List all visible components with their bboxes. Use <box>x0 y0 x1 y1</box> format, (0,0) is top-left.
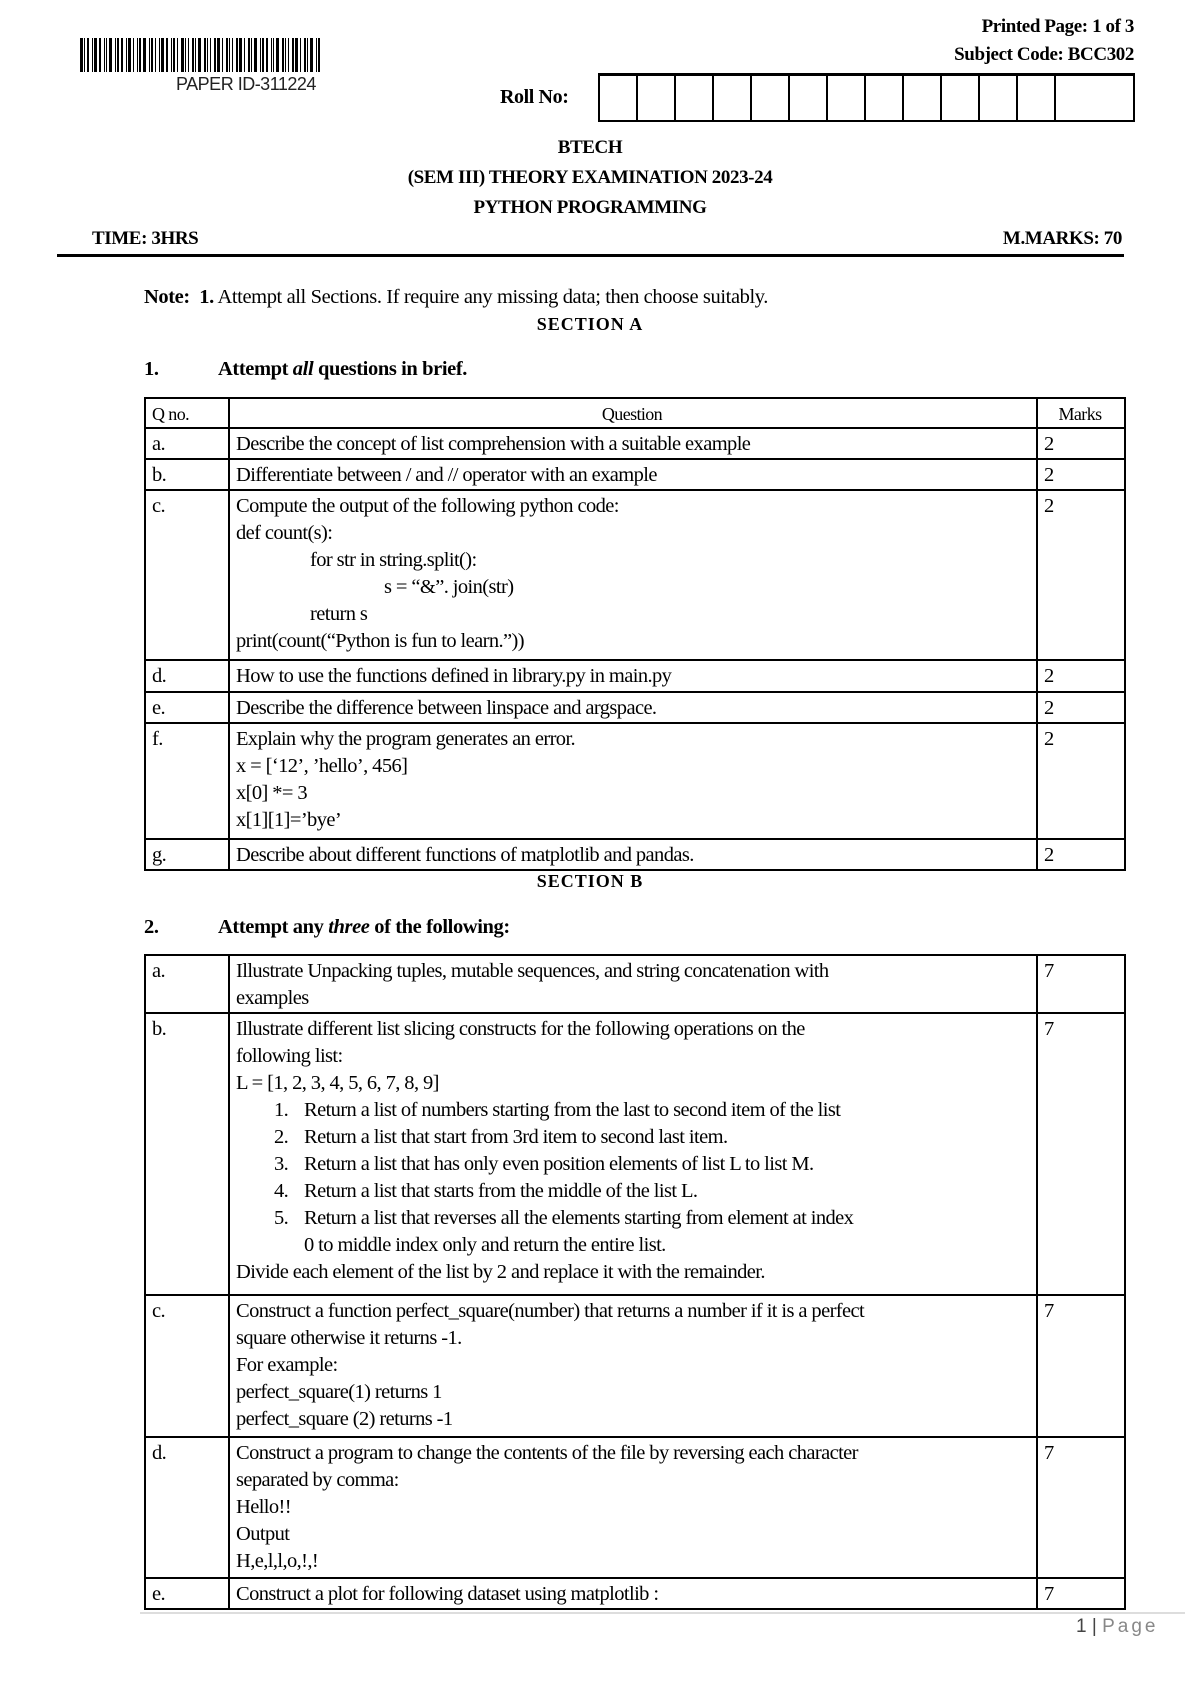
marks: 2 <box>1037 428 1125 459</box>
col-header-question: Question <box>229 398 1037 428</box>
question-number: f. <box>145 723 229 839</box>
list-item-text: Return a list that starts from the middle of the list L. <box>304 1180 698 1202</box>
roll-no-cell[interactable] <box>600 76 638 120</box>
col-header-marks: Marks <box>1037 398 1125 428</box>
list-item-number: 4. <box>274 1180 289 1202</box>
barcode-bar <box>288 38 289 72</box>
barcode-bar <box>248 38 250 72</box>
table-row <box>145 1295 1125 1437</box>
question-line: x[1][1]=’bye’ <box>236 809 342 831</box>
question-line: Construct a function perfect_square(number) that returns a number if it is a perfect <box>236 1300 865 1322</box>
roll-no-cell[interactable] <box>790 76 828 120</box>
question-line: perfect_square(1) returns 1 <box>236 1381 442 1403</box>
barcode-bar <box>92 38 93 72</box>
roll-no-cell[interactable] <box>866 76 904 120</box>
barcode-bar <box>109 38 112 72</box>
roll-no-cell[interactable] <box>980 76 1018 120</box>
barcode-bar <box>133 38 134 72</box>
table-row <box>145 692 1125 723</box>
instruction-text: questions in brief. <box>313 358 467 380</box>
time-label: TIME: 3HRS <box>92 228 199 249</box>
question-text <box>229 1013 1037 1295</box>
barcode-bar <box>177 38 178 72</box>
barcode-bar <box>121 38 123 72</box>
question-line: Explain why the program generates an error. <box>236 728 576 750</box>
barcode-bar <box>307 38 308 72</box>
marks: 7 <box>1037 1437 1125 1578</box>
table-row <box>145 723 1125 839</box>
barcode-bar <box>166 38 168 72</box>
question-text <box>229 660 1037 692</box>
question-line: Divide each element of the list by 2 and replace it with the remainder. <box>236 1261 765 1283</box>
marks: 7 <box>1037 1578 1125 1609</box>
barcode-bar <box>232 38 233 72</box>
barcode-bar <box>210 38 211 72</box>
barcode-bar <box>273 38 274 72</box>
list-item-text: Return a list that has only even position elements of list L to list M. <box>304 1153 814 1175</box>
barcode-bar <box>204 38 206 72</box>
barcode-bar <box>151 38 153 72</box>
question-number: d. <box>145 660 229 692</box>
barcode-bar <box>159 38 160 72</box>
list-item <box>236 1178 1028 1205</box>
footer-separator: | <box>1091 1616 1097 1637</box>
barcode-bar <box>143 38 146 72</box>
barcode-bar <box>276 38 279 72</box>
list-item-text: Return a list of numbers starting from the last to second item of the list <box>304 1099 841 1121</box>
question-line: Describe the difference between linspace and argspace. <box>236 697 657 719</box>
barcode-bar <box>239 38 242 72</box>
barcode-bar <box>104 38 105 72</box>
question-text <box>229 839 1037 870</box>
barcode-bar <box>173 38 175 72</box>
question-number: e. <box>145 692 229 723</box>
list-item <box>236 1097 1028 1124</box>
question-text <box>229 459 1037 490</box>
exam-title: (SEM III) THEORY EXAMINATION 2023-24 <box>407 167 773 188</box>
list-item-text: Return a list that reverses all the elements starting from element at index <box>304 1207 854 1229</box>
marks: 2 <box>1037 490 1125 660</box>
barcode-bar <box>266 38 268 72</box>
barcode-bar <box>217 38 220 72</box>
page-label: Page <box>1102 1616 1159 1637</box>
question-line: x = [‘12’, ’hello’, 456] <box>236 755 408 777</box>
section-a-title: SECTION A <box>536 314 644 334</box>
list-item <box>236 1205 1028 1232</box>
barcode-bar <box>295 38 298 72</box>
barcode-bar <box>171 38 172 72</box>
table-header-row <box>145 398 1125 428</box>
barcode-bar <box>214 38 216 72</box>
barcode-bar <box>106 38 107 72</box>
question-text <box>229 428 1037 459</box>
marks: 2 <box>1037 660 1125 692</box>
note-text: Attempt all Sections. If require any missing data; then choose suitably. <box>217 286 769 308</box>
marks: 7 <box>1037 955 1125 1013</box>
subject-code: Subject Code: BCC302 <box>954 44 1134 65</box>
barcode-bar <box>155 38 156 72</box>
note-label: Note: <box>144 286 190 308</box>
instruction-emphasis: three <box>328 916 370 938</box>
marks: 7 <box>1037 1295 1125 1437</box>
section-b-table <box>144 954 1126 1610</box>
list-item-number: 2. <box>274 1126 289 1148</box>
question-number: a. <box>145 955 229 1013</box>
question-line: def count(s): <box>236 522 333 544</box>
barcode-bar <box>285 38 286 72</box>
question-number: a. <box>145 428 229 459</box>
list-item <box>236 1124 1028 1151</box>
question-line: Illustrate Unpacking tuples, mutable sequences, and string concatenation with <box>236 960 829 982</box>
question-number: c. <box>145 490 229 660</box>
question-line: H,e,l,l,o,!,! <box>236 1550 319 1572</box>
question-line: perfect_square (2) returns -1 <box>236 1408 453 1430</box>
barcode-bar <box>117 38 119 72</box>
barcode-bar <box>126 38 127 72</box>
question-line: Illustrate different list slicing constructs for the following operations on the <box>236 1018 805 1040</box>
barcode-bar <box>318 38 320 72</box>
barcode-bar <box>185 38 186 72</box>
barcode-bar <box>195 38 196 72</box>
barcode-bar <box>149 38 150 72</box>
question-text <box>229 692 1037 723</box>
table-row <box>145 955 1125 1013</box>
subject-title: PYTHON PROGRAMMING <box>473 197 707 218</box>
marks: 7 <box>1037 1013 1125 1295</box>
section-b-title: SECTION B <box>536 871 644 891</box>
barcode-bar <box>139 38 141 72</box>
instruction-text: Attempt any <box>218 916 329 938</box>
question-number: b. <box>145 1013 229 1295</box>
footer-divider <box>140 1612 1185 1614</box>
page-number: 1 <box>1076 1616 1087 1637</box>
question-number: e. <box>145 1578 229 1609</box>
marks: 2 <box>1037 692 1125 723</box>
barcode-bar <box>99 38 101 72</box>
barcode-bar <box>137 38 138 72</box>
list-item-number: 5. <box>274 1207 289 1229</box>
instruction-text: of the following: <box>369 916 510 938</box>
question-number: g. <box>145 839 229 870</box>
question-line: separated by comma: <box>236 1469 399 1491</box>
barcode-bar <box>262 38 264 72</box>
question-text <box>229 955 1037 1013</box>
barcode-bar <box>236 38 238 72</box>
question-line: Differentiate between / and // operator with an example <box>236 464 657 486</box>
instruction-text: Attempt <box>218 358 293 380</box>
question-line: L = [1, 2, 3, 4, 5, 6, 7, 8, 9] <box>236 1072 439 1094</box>
barcode-bar <box>310 38 313 72</box>
barcode-bar <box>94 38 97 72</box>
barcode-bar <box>207 38 208 72</box>
question-line: Compute the output of the following python code: <box>236 495 619 517</box>
barcode-bar <box>222 38 223 72</box>
question-line: Output <box>236 1523 290 1545</box>
table-row <box>145 1578 1125 1609</box>
list-item <box>236 1151 1028 1178</box>
list-item-continuation: 0 to middle index only and return the entire list. <box>304 1234 666 1256</box>
barcode-bar <box>244 38 245 72</box>
barcode-bar <box>229 38 230 72</box>
question-line: for str in string.split(): <box>310 549 477 571</box>
question-line: x[0] *= 3 <box>236 782 308 804</box>
question-line: s = “&”. join(str) <box>384 576 514 598</box>
roll-no-cell[interactable] <box>714 76 752 120</box>
question-text <box>229 1437 1037 1578</box>
q-number: 1. <box>144 358 159 380</box>
barcode-bar <box>84 38 85 72</box>
question-line: examples <box>236 987 309 1009</box>
roll-no-cell[interactable] <box>904 76 942 120</box>
marks: 2 <box>1037 839 1125 870</box>
barcode-bar <box>300 38 301 72</box>
header-divider <box>57 254 1124 257</box>
barcode-bar <box>226 38 228 72</box>
list-item-number: 3. <box>274 1153 289 1175</box>
question-text <box>229 1295 1037 1437</box>
question-number: b. <box>145 459 229 490</box>
marks: 2 <box>1037 459 1125 490</box>
question-text <box>229 1578 1037 1609</box>
barcode-image <box>80 38 436 72</box>
marks: 2 <box>1037 723 1125 839</box>
barcode-bar <box>188 38 189 72</box>
roll-no-cell[interactable] <box>1018 76 1056 120</box>
question-line: following list: <box>236 1045 343 1067</box>
section-b-instruction <box>144 916 510 939</box>
question-line: Describe the concept of list comprehension with a suitable example <box>236 433 751 455</box>
barcode-bar <box>254 38 257 72</box>
table-row <box>145 428 1125 459</box>
barcode-bar <box>251 38 252 72</box>
question-line: return s <box>310 603 368 625</box>
roll-no-cell[interactable] <box>828 76 866 120</box>
roll-no-cell[interactable] <box>638 76 676 120</box>
table-row <box>145 490 1125 660</box>
roll-no-cell[interactable] <box>942 76 980 120</box>
table-row <box>145 660 1125 692</box>
question-line: Hello!! <box>236 1496 291 1518</box>
instruction-emphasis: all <box>292 358 314 380</box>
question-text <box>229 723 1037 839</box>
barcode-bar <box>181 38 184 72</box>
roll-no-cell[interactable] <box>676 76 714 120</box>
barcode-bar <box>271 38 272 72</box>
note-number: 1. <box>199 286 214 308</box>
page-footer <box>1076 1616 1158 1638</box>
barcode-bar <box>304 38 306 72</box>
question-number: c. <box>145 1295 229 1437</box>
printed-page: Printed Page: 1 of 3 <box>981 16 1134 37</box>
barcode-bar <box>128 38 131 72</box>
barcode-bar <box>316 38 317 72</box>
question-line: Construct a plot for following dataset using matplotlib : <box>236 1583 659 1605</box>
barcode-bar <box>80 38 83 72</box>
question-line: square otherwise it returns -1. <box>236 1327 462 1349</box>
col-header-qno: Q no. <box>145 398 229 428</box>
question-line: Describe about different functions of matplotlib and pandas. <box>236 844 694 866</box>
table-row <box>145 1013 1125 1295</box>
paper-id: PAPER ID-311224 <box>176 74 316 94</box>
question-number: d. <box>145 1437 229 1578</box>
barcode-bar <box>115 38 116 72</box>
roll-no-label: Roll No: <box>500 86 569 108</box>
barcode-bar <box>282 38 284 72</box>
roll-no-cell[interactable] <box>752 76 790 120</box>
barcode-bar <box>198 38 201 72</box>
question-line: Construct a program to change the contents of the file by reversing each character <box>236 1442 858 1464</box>
table-row <box>145 459 1125 490</box>
barcode-bar <box>192 38 194 72</box>
barcode-bar <box>161 38 164 72</box>
barcode-bar <box>87 38 89 72</box>
list-item-number: 1. <box>274 1099 289 1121</box>
question-line: For example: <box>236 1354 338 1376</box>
roll-no-boxes[interactable] <box>598 73 1135 122</box>
max-marks-label: M.MARKS: 70 <box>1002 228 1122 249</box>
question-line: How to use the functions defined in library.py in main.py <box>236 665 672 687</box>
section-a-instruction <box>144 358 467 381</box>
table-row <box>145 1437 1125 1578</box>
list-item-text: Return a list that start from 3rd item to second last item. <box>304 1126 728 1148</box>
roll-no-cell[interactable] <box>1056 76 1133 120</box>
barcode-bar <box>292 38 294 72</box>
q-number: 2. <box>144 916 159 938</box>
section-a-table <box>144 397 1126 871</box>
barcode-bar <box>260 38 261 72</box>
question-line: print(count(“Python is fun to learn.”)) <box>236 630 525 652</box>
degree-title: BTECH <box>557 137 623 158</box>
note <box>144 286 768 309</box>
question-text <box>229 490 1037 660</box>
table-row <box>145 839 1125 870</box>
